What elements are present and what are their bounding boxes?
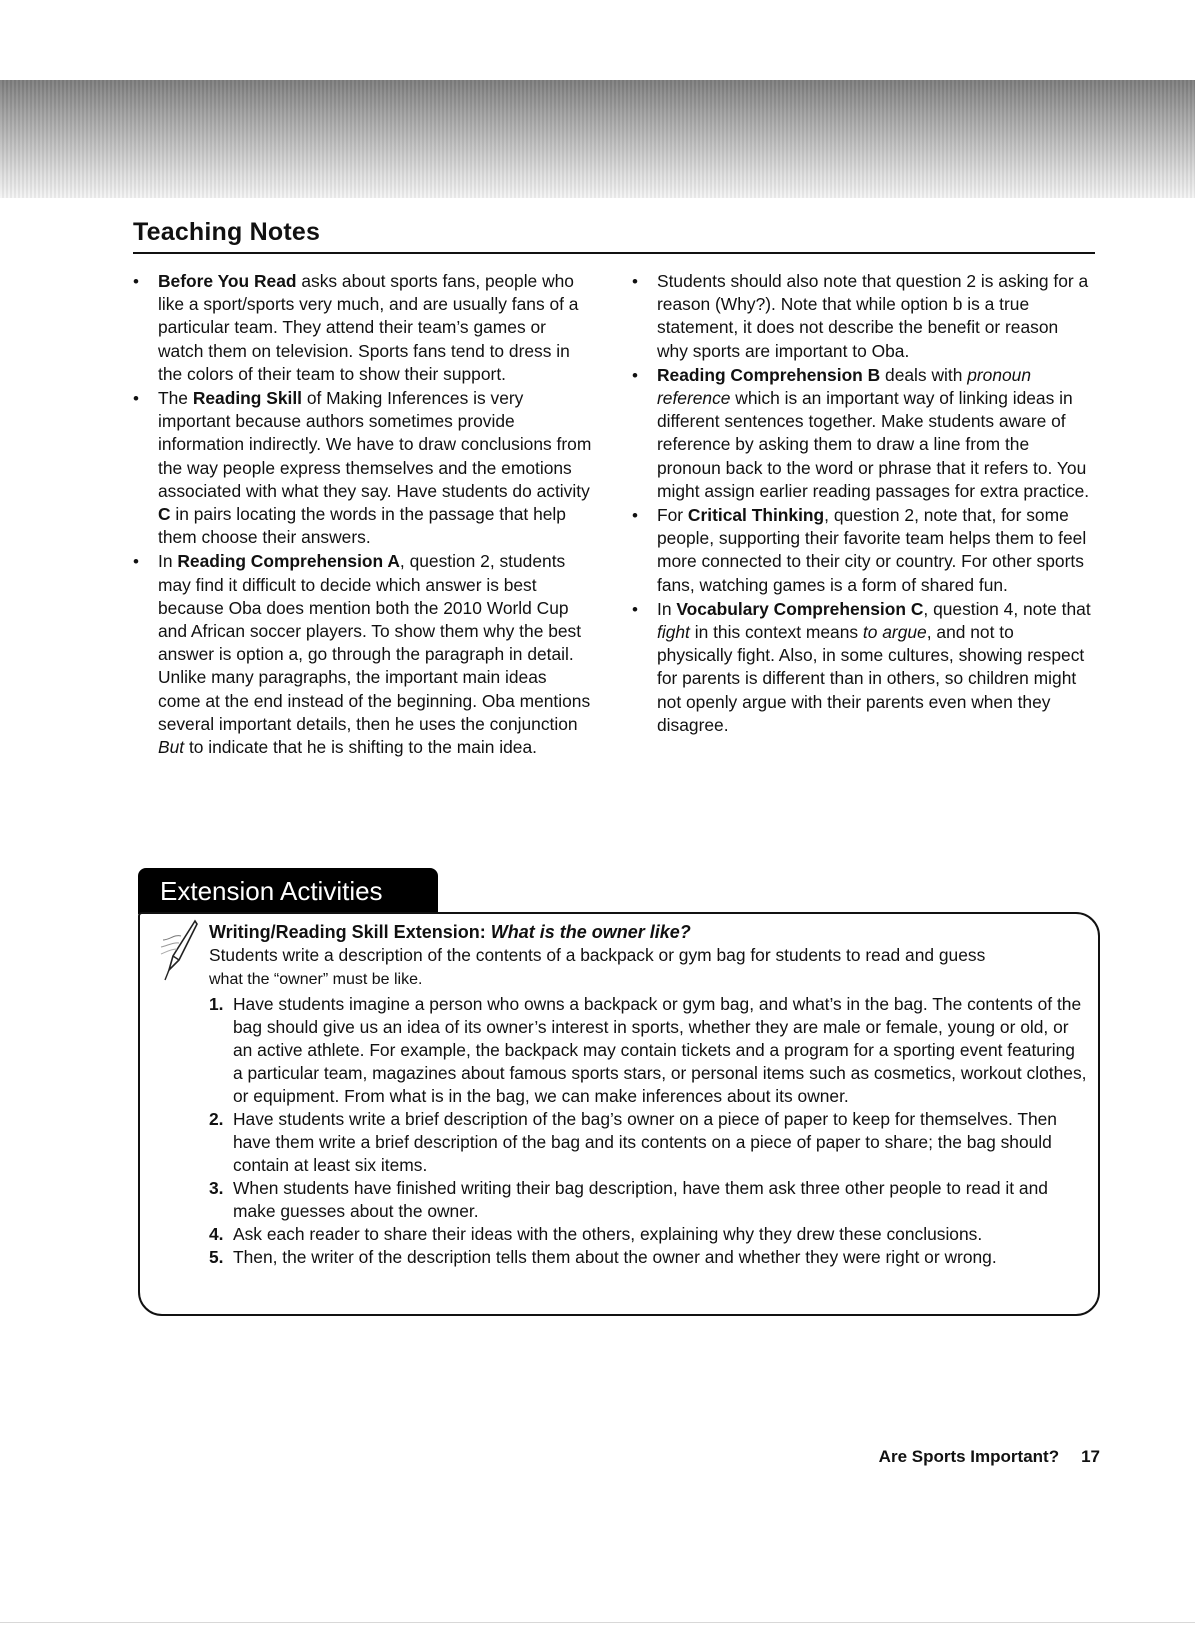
note-item: • The Reading Skill of Making Inferences is very important because authors sometimes provide information indirectly. We have to draw conclusions from the way people express themselves and the emotions associated with what they say. Have students do activity C in pairs locating the words in the passage that help them choose their answers. bbox=[133, 387, 593, 549]
pen-icon bbox=[155, 918, 201, 988]
notes-column-left bbox=[133, 270, 593, 759]
note-item: • Reading Comprehension B deals with pronoun reference which is an important way of linking ideas in different sentences together. Make students aware of reference by asking them to draw a line from the pronoun back to the word or phrase that it refers to. You might assign earlier reading passages for extra practice. bbox=[632, 364, 1092, 503]
page-number: 17 bbox=[1081, 1447, 1100, 1466]
step-item: 1. Have students imagine a person who owns a backpack or gym bag, and what’s in the bag. The contents of the bag should give us an idea of its owner’s interest in sports, whether they are male or female, young or old, or an active athlete. For example, the backpack may contain tickets and a program for a sporting event featuring a particular team, magazines about famous sports stars, or personal items such as cosmetics, workout clothes, or equipment. From what is in the bag, we can make inferences about its owner. bbox=[209, 994, 1087, 1106]
extension-heading: Writing/Reading Skill Extension: What is the owner like? bbox=[209, 922, 691, 942]
header-banner bbox=[0, 80, 1195, 198]
note-item: • In Reading Comprehension A, question 2, students may find it difficult to decide which answer is best because Oba does mention both the 2010 World Cup and African soccer players. To show them why the best answer is option a, go through the paragraph in detail. Unlike many paragraphs, the important main ideas come at the end instead of the beginning. Oba mentions several important details, then he uses the conjunction But to indicate that he is shifting to the main idea. bbox=[133, 550, 593, 759]
step-item: 5. Then, the writer of the description tells them about the owner and whether they were right or wrong. bbox=[209, 1247, 997, 1267]
section-title: Teaching Notes bbox=[133, 218, 321, 246]
note-item: • Before You Read asks about sports fans, people who like a sport/sports very much, and are usually fans of a particular team. They attend their team’s games or watch them on television. Sports fans tend to dress in the colors of their team to show their support. bbox=[133, 270, 593, 386]
page-footer bbox=[879, 1447, 1100, 1467]
extension-intro: Students write a description of the contents of a backpack or gym bag for students to read and guess what the “owner” must be like. bbox=[209, 945, 986, 988]
extension-content bbox=[209, 921, 1089, 1269]
note-item: • In Vocabulary Comprehension C, question 4, note that fight in this context means to argue, and not to physically fight. Also, in some cultures, showing respect for parents is different than in others, so children might not openly argue with their parents even when they disagree. bbox=[632, 598, 1092, 737]
bottom-divider bbox=[0, 1622, 1195, 1623]
notes-column-right bbox=[632, 270, 1092, 737]
note-item: • For Critical Thinking, question 2, note that, for some people, supporting their favorite team helps them to feel more connected to their city or country. For other sports fans, watching games is a form of shared fun. bbox=[632, 504, 1092, 597]
step-item: 4. Ask each reader to share their ideas with the others, explaining why they drew these conclusions. bbox=[209, 1224, 983, 1244]
step-item: 2. Have students write a brief description of the bag’s owner on a piece of paper to keep for themselves. Then have them write a brief description of the bag and its contents on a piece of paper to share; the bag should contain at least six items. bbox=[209, 1109, 1057, 1175]
step-item: 3. When students have finished writing their bag description, have them ask three other people to read it and make guesses about the owner. bbox=[209, 1178, 1048, 1221]
note-item: • Students should also note that question 2 is asking for a reason (Why?). Note that while option b is a true statement, it does not describe the benefit or reason why sports are important to Oba. bbox=[632, 270, 1092, 363]
extension-steps bbox=[209, 993, 1089, 1269]
extension-activities-tab: Extension Activities bbox=[138, 868, 438, 914]
title-divider bbox=[133, 252, 1095, 254]
footer-title: Are Sports Important? bbox=[878, 1447, 1060, 1466]
